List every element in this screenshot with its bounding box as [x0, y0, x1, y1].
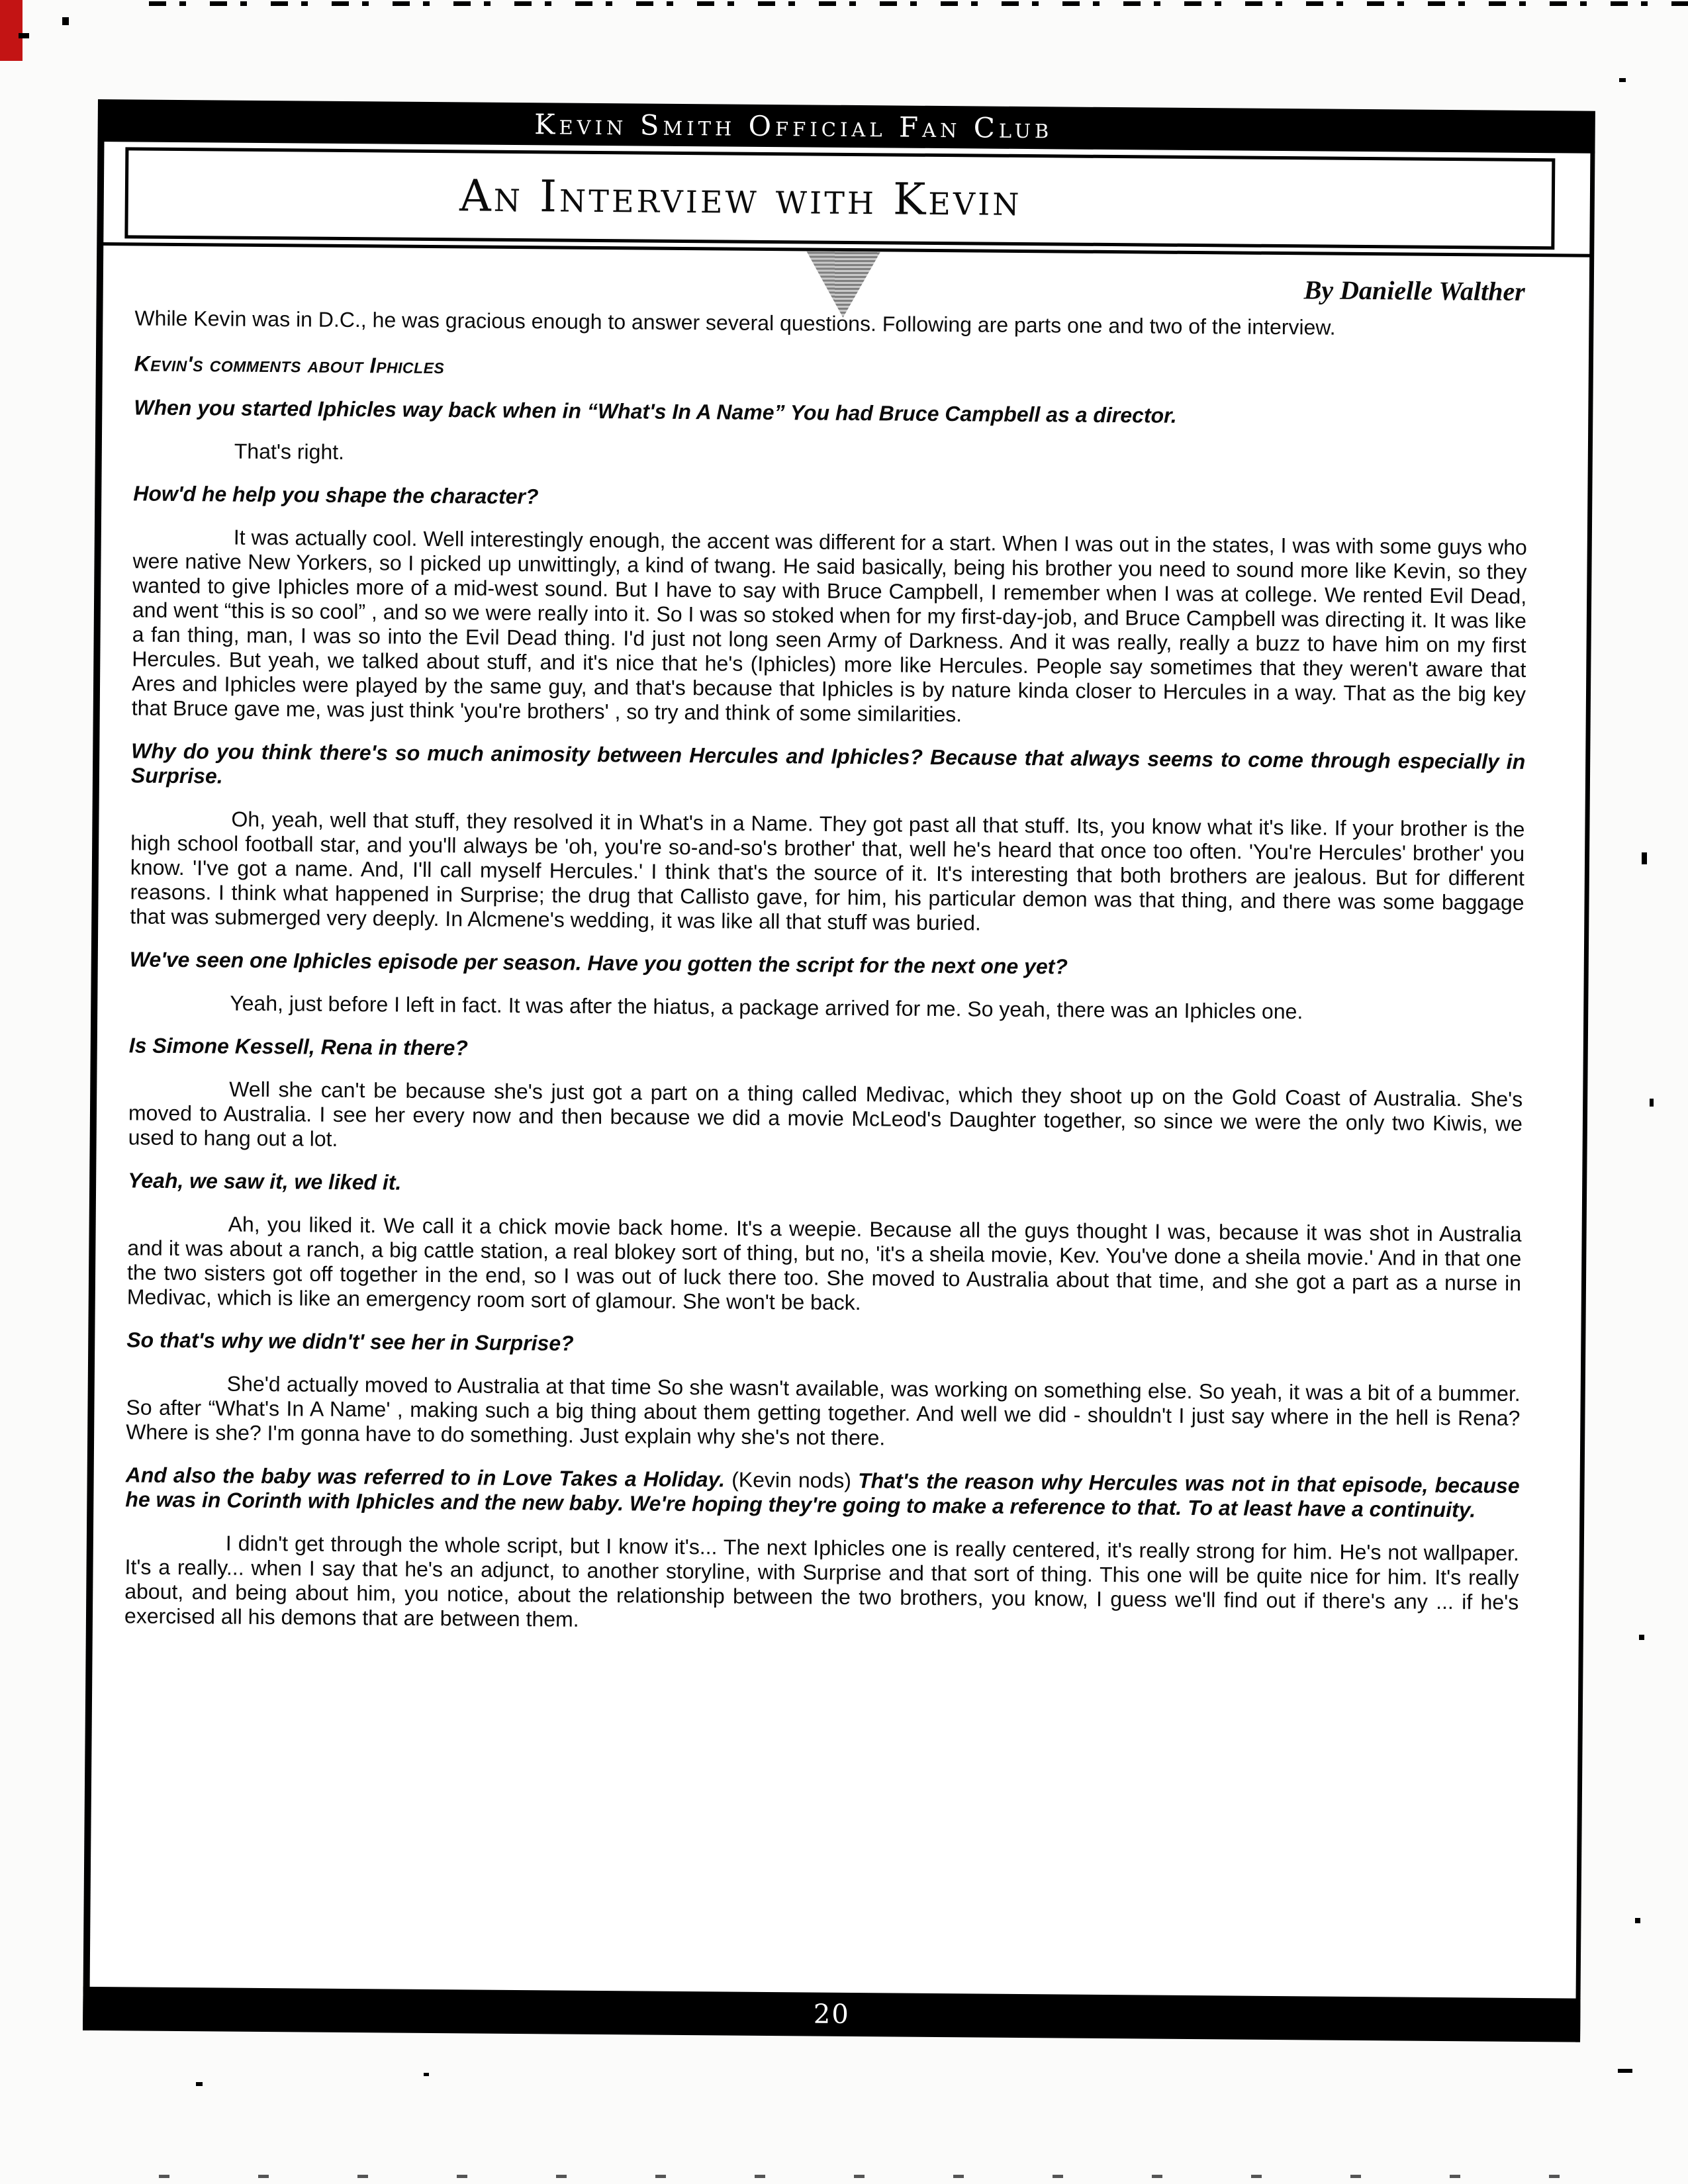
newsletter-page-frame	[83, 99, 1595, 2042]
scan-speck-artifact	[196, 2082, 203, 2086]
question-8-rest: That's the reason why Hercules was not in that episode, because he was in Corinth with Iphicles and the new baby. We're hoping they're going to make a reference to that. To at least have a continuity.	[125, 1469, 1520, 1522]
answer-1: That's right.	[234, 439, 345, 464]
page-footer	[83, 1987, 1580, 2042]
page-title: An Interview with Kevin	[459, 169, 1022, 226]
question-2: How'd he help you shape the character?	[133, 481, 539, 509]
question-8-lead: And also the baby was referred to in Love Takes a Holiday.	[125, 1463, 732, 1492]
scan-speck-artifact	[1618, 2069, 1632, 2073]
scan-speck-artifact	[1650, 1099, 1654, 1107]
answer-8: I didn't get through the whole script, but I know it's... The next Iphicles one is really centered, it's really strong for him. He's not wallpaper. It's a really... when I say that he's an adjunct, to another storyline, with Surprise and that sort of thing. This one will be quite nice for him. It's really about, and being about him, you notice, about the relationship between the two brothers, you know, I guess we'll find out if there's any ... if he's exercised all his demons that are between them.	[124, 1531, 1519, 1631]
question-3: Why do you think there's so much animosity between Hercules and Iphicles? Because that always seems to come through especially in Surprise.	[130, 739, 1526, 788]
page-number: 20	[813, 1999, 850, 2030]
answer-3: Oh, yeah, well that stuff, they resolved it in What's in a Name. They got past all that stuff. Its, you know what it's like. If your brother is the high school football star, and you'll always be 'oh, you're so-and-so's brother' that, well he's heard that once too often. 'You're Hercules' brother' you know. 'I've got a name. And, I'll call myself Hercules.' I think that's the source of it. It's interesting that both brothers are jealous. But for different reasons. I think what happened in Surprise; the drug that Callisto gave, for him, his particular demon was that thing, and there was some baggage that was submerged very deeply. In Alcmene's wedding, it was like all that stuff was buried.	[130, 807, 1525, 935]
section-heading: Kevin's comments about Iphicles	[134, 351, 445, 379]
answer-2: It was actually cool. Well interestingly enough, the accent was different for a start. When I was out in the states, I was with some guys who were native New Yorkers, so I picked up unwittingly, a kind of twang. He said basically, being his brother you need to sound more like Kevin, so they wanted to give Iphicles more of a mid-west sound. But I have to say with Bruce Campbell, I remember when I was at college. We rented Evil Dead, and went “this is so cool” , and so we were really into it. So I was so stoked when for my first-day-job, and Bruce Campbell was directing it. It was like a fan thing, man, I was so into the Evil Dead thing. I'd just not long seen Army of Darkness. And it was really, really a buzz to have him on my first Hercules. But yeah, we talked about stuff, and it's nice that he's (Iphicles) more like Hercules. People say sometimes that they weren't aware that Ares and Iphicles were played by the same guy, and that's because that Iphicles is by nature kinda closer to Hercules in a way. That as the big key that Bruce gave me, was just think 'you're brothers' , so try and think of some similarities.	[131, 525, 1527, 727]
scan-red-mark	[0, 0, 23, 61]
question-6: Yeah, we saw it, we liked it.	[128, 1168, 402, 1195]
scan-speck-artifact	[1635, 1918, 1640, 1923]
scan-speck-artifact	[19, 33, 29, 38]
scan-speck-artifact	[1619, 78, 1626, 82]
article-title-box	[124, 147, 1555, 250]
answer-6: Ah, you liked it. We call it a chick movie back home. It's a weepie. Because all the guys thought I was, because it was shot in Australia and it was about a ranch, a big cattle station, a real blokey sort of thing, but no, 'it's a sheila movie, Kev. You've done a sheila movie.' And in that one the two sisters got off together in the end, so I was out of luck there too. She moved to Australia about that time, and she got a part as a nurse in Medivac, which is like an emergency room sort of glamour. She won't be back.	[126, 1212, 1522, 1315]
article-body	[122, 306, 1529, 1995]
answer-4: Yeah, just before I left in fact. It was after the hiatus, a package arrived for me. So yeah, there was an Iphicles one.	[230, 991, 1303, 1024]
byline: By Danielle Walther	[1303, 275, 1525, 306]
frame-border-right	[1575, 151, 1595, 2042]
question-8	[125, 1463, 1520, 1523]
question-1: When you started Iphicles way back when in “What's In A Name” You had Bruce Campbell as a director.	[134, 395, 1177, 428]
frame-border-left	[83, 139, 104, 2030]
question-8-stage-note: (Kevin nods)	[731, 1467, 859, 1493]
intro-paragraph: While Kevin was in D.C., he was gracious enough to answer several questions. Following are parts one and two of the interview.	[134, 306, 1336, 340]
scan-speck-artifact	[1642, 852, 1647, 864]
scan-speck-artifact	[1639, 1635, 1644, 1640]
answer-5: Well she can't be because she's just got a part on a thing called Medivac, which they shoot up on the Gold Coast of Australia. She's moved to Australia. I see her every now and then because we did a movie McLeod's Daughter together, so since we were the only two Kiwis, we used to hang out a lot.	[128, 1077, 1523, 1151]
scan-speck-artifact	[62, 17, 69, 25]
scan-bottom-edge-artifact	[159, 2175, 1609, 2178]
answer-7: She'd actually moved to Australia at that time So she wasn't available, was working on something else. So yeah, it was a bit of a bummer. So after “What's In A Name' , making such a big thing about them getting together. And well we did - shouldn't I just say where in the hell is Rena? Where is she? I'm gonna have to do something. Just explain why she's not there.	[126, 1371, 1521, 1450]
newsletter-banner	[97, 99, 1595, 154]
question-7: So that's why we didn't' see her in Surprise?	[126, 1328, 574, 1355]
divider-triangle-icon	[806, 251, 880, 318]
question-4: We've seen one Iphicles episode per season. Have you gotten the script for the next one yet?	[129, 947, 1068, 979]
scan-top-edge-artifact	[149, 1, 1688, 6]
scan-speck-artifact	[424, 2073, 429, 2076]
question-5: Is Simone Kessell, Rena in there?	[128, 1033, 469, 1060]
club-name-text: Kevin Smith Official Fan Club	[534, 107, 1053, 144]
